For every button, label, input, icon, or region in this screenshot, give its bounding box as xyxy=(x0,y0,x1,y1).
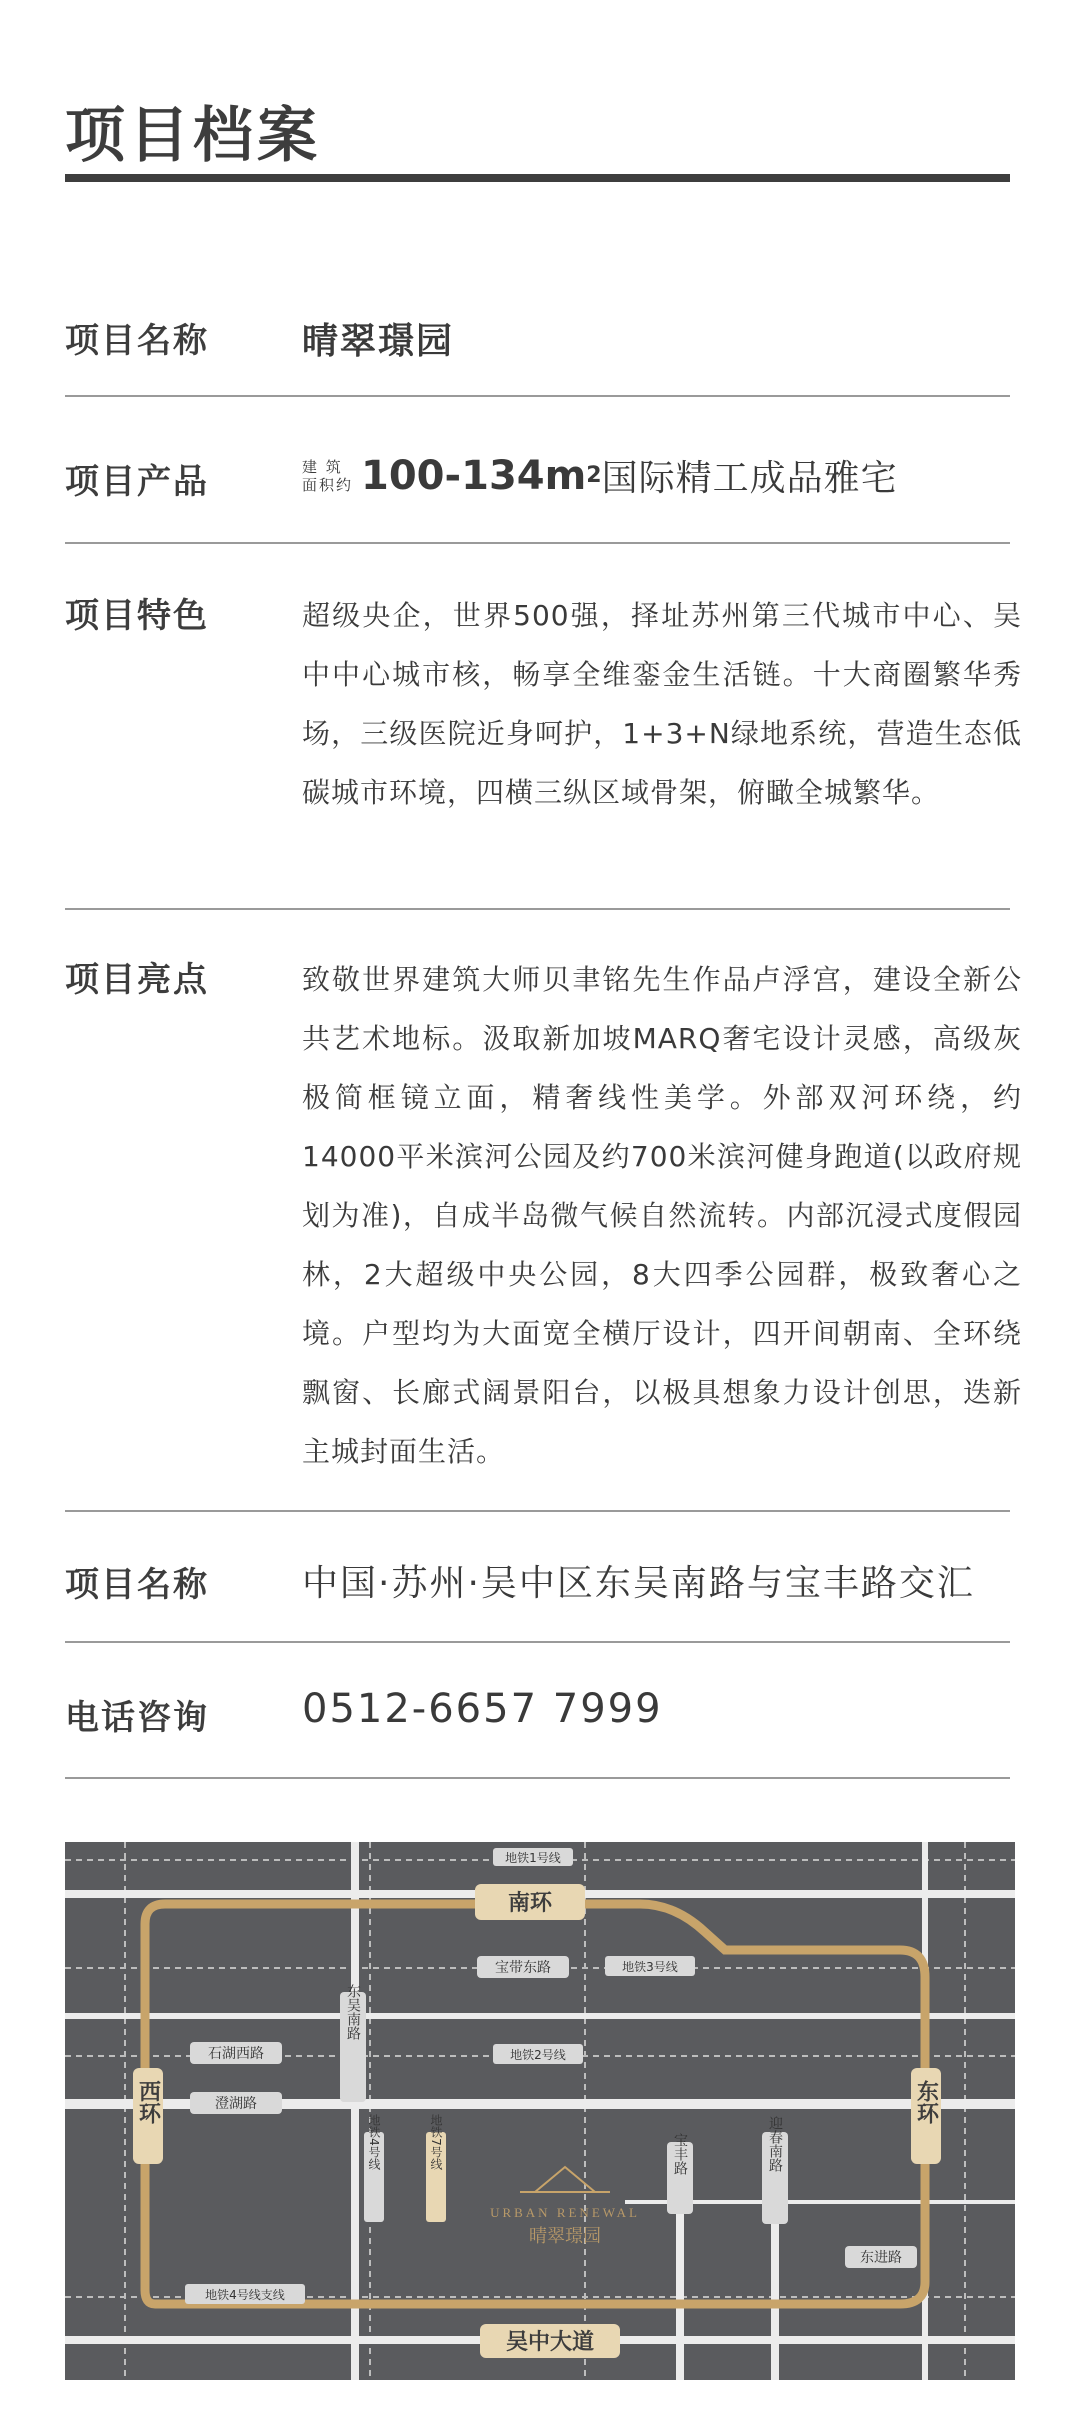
area-caption: 建 筑 面积约 xyxy=(302,457,354,494)
row-value: 超级央企，世界500强，择址苏州第三代城市中心、吴中中心城市核，畅享全维銮金生活链。十大商圈繁华秀场，三级医院近身呵护，1+3+N绿地系统，营造生态低碳城市环境，四横三纵区域骨架，俯瞰全城繁华。 xyxy=(302,599,1022,809)
svg-text:地铁1号线: 地铁1号线 xyxy=(505,1851,561,1865)
row-project-name xyxy=(65,313,1010,362)
row-project-highlights xyxy=(65,950,1022,1490)
row-label: 项目名称 xyxy=(65,1565,209,1605)
svg-text:澄湖路: 澄湖路 xyxy=(215,2096,257,2112)
svg-text:宝丰路: 宝丰路 xyxy=(672,2133,688,2175)
project-name-cn: 晴翠璟园 xyxy=(529,2226,601,2247)
row-project-address xyxy=(65,1555,1010,1605)
svg-text:地铁4号线: 地铁4号线 xyxy=(367,2114,381,2170)
row-project-product xyxy=(65,454,1010,504)
divider xyxy=(65,1510,1010,1512)
row-value xyxy=(302,450,1022,501)
location-map xyxy=(65,1842,1015,2380)
phone-number[interactable]: 0512-6657 7999 xyxy=(302,1686,663,1732)
divider xyxy=(65,395,1010,397)
row-value: 致敬世界建筑大师贝聿铭先生作品卢浮宫，建设全新公共艺术地标。汲取新加坡MARQ奢宅设计灵感，高级灰极简框镜立面，精奢线性美学。外部双河环绕，约14000平米滨河公园及约700米滨河健身跑道(以政府规划为准)，自成半岛微气候自然流转。内部沉浸式度假园林，2大超级中央公园，8大四季公园群，极致奢心之境。户型均为大面宽全横厅设计，四开间朝南、全环绕飘窗、长廊式阔景阳台，以极具想象力设计创思，迭新主城封面生活。 xyxy=(302,963,1022,1468)
row-label: 项目产品 xyxy=(65,462,209,502)
svg-text:西环: 西环 xyxy=(135,2080,161,2124)
product-desc: 国际精工成品雅宅 xyxy=(601,458,898,499)
row-phone[interactable] xyxy=(65,1686,1010,1738)
svg-text:南环: 南环 xyxy=(507,1891,553,1916)
svg-text:东进路: 东进路 xyxy=(860,2250,902,2266)
row-label: 项目特色 xyxy=(65,596,209,636)
svg-text:吴中大道: 吴中大道 xyxy=(505,2330,595,2355)
divider xyxy=(65,908,1010,910)
svg-text:地铁4号线支线: 地铁4号线支线 xyxy=(205,2288,285,2302)
svg-text:东环: 东环 xyxy=(913,2080,939,2124)
page-title: 项目档案 xyxy=(65,101,321,171)
svg-text:地铁7号线: 地铁7号线 xyxy=(429,2114,443,2170)
divider xyxy=(65,542,1010,544)
area-unit-sup: 2 xyxy=(586,463,602,488)
row-value: 晴翠璟园 xyxy=(302,321,455,362)
row-label: 项目亮点 xyxy=(65,960,209,1000)
row-value: 中国·苏州·吴中区东吴南路与宝丰路交汇 xyxy=(302,1563,975,1604)
row-project-features xyxy=(65,586,1022,886)
row-label: 项目名称 xyxy=(65,321,209,361)
svg-text:迎春南路: 迎春南路 xyxy=(767,2116,783,2172)
area-range: 100-134m xyxy=(361,452,587,499)
divider xyxy=(65,1641,1010,1643)
divider xyxy=(65,1777,1010,1779)
project-name-en: URBAN RENEWAL xyxy=(490,2205,640,2220)
svg-text:地铁3号线: 地铁3号线 xyxy=(622,1960,678,1974)
row-label: 电话咨询 xyxy=(65,1698,209,1738)
svg-text:东吴南路: 东吴南路 xyxy=(345,1984,361,2040)
svg-text:宝带东路: 宝带东路 xyxy=(495,1960,551,1976)
svg-text:地铁2号线: 地铁2号线 xyxy=(510,2048,566,2062)
svg-text:石湖西路: 石湖西路 xyxy=(208,2046,264,2062)
title-underline xyxy=(65,174,1010,182)
